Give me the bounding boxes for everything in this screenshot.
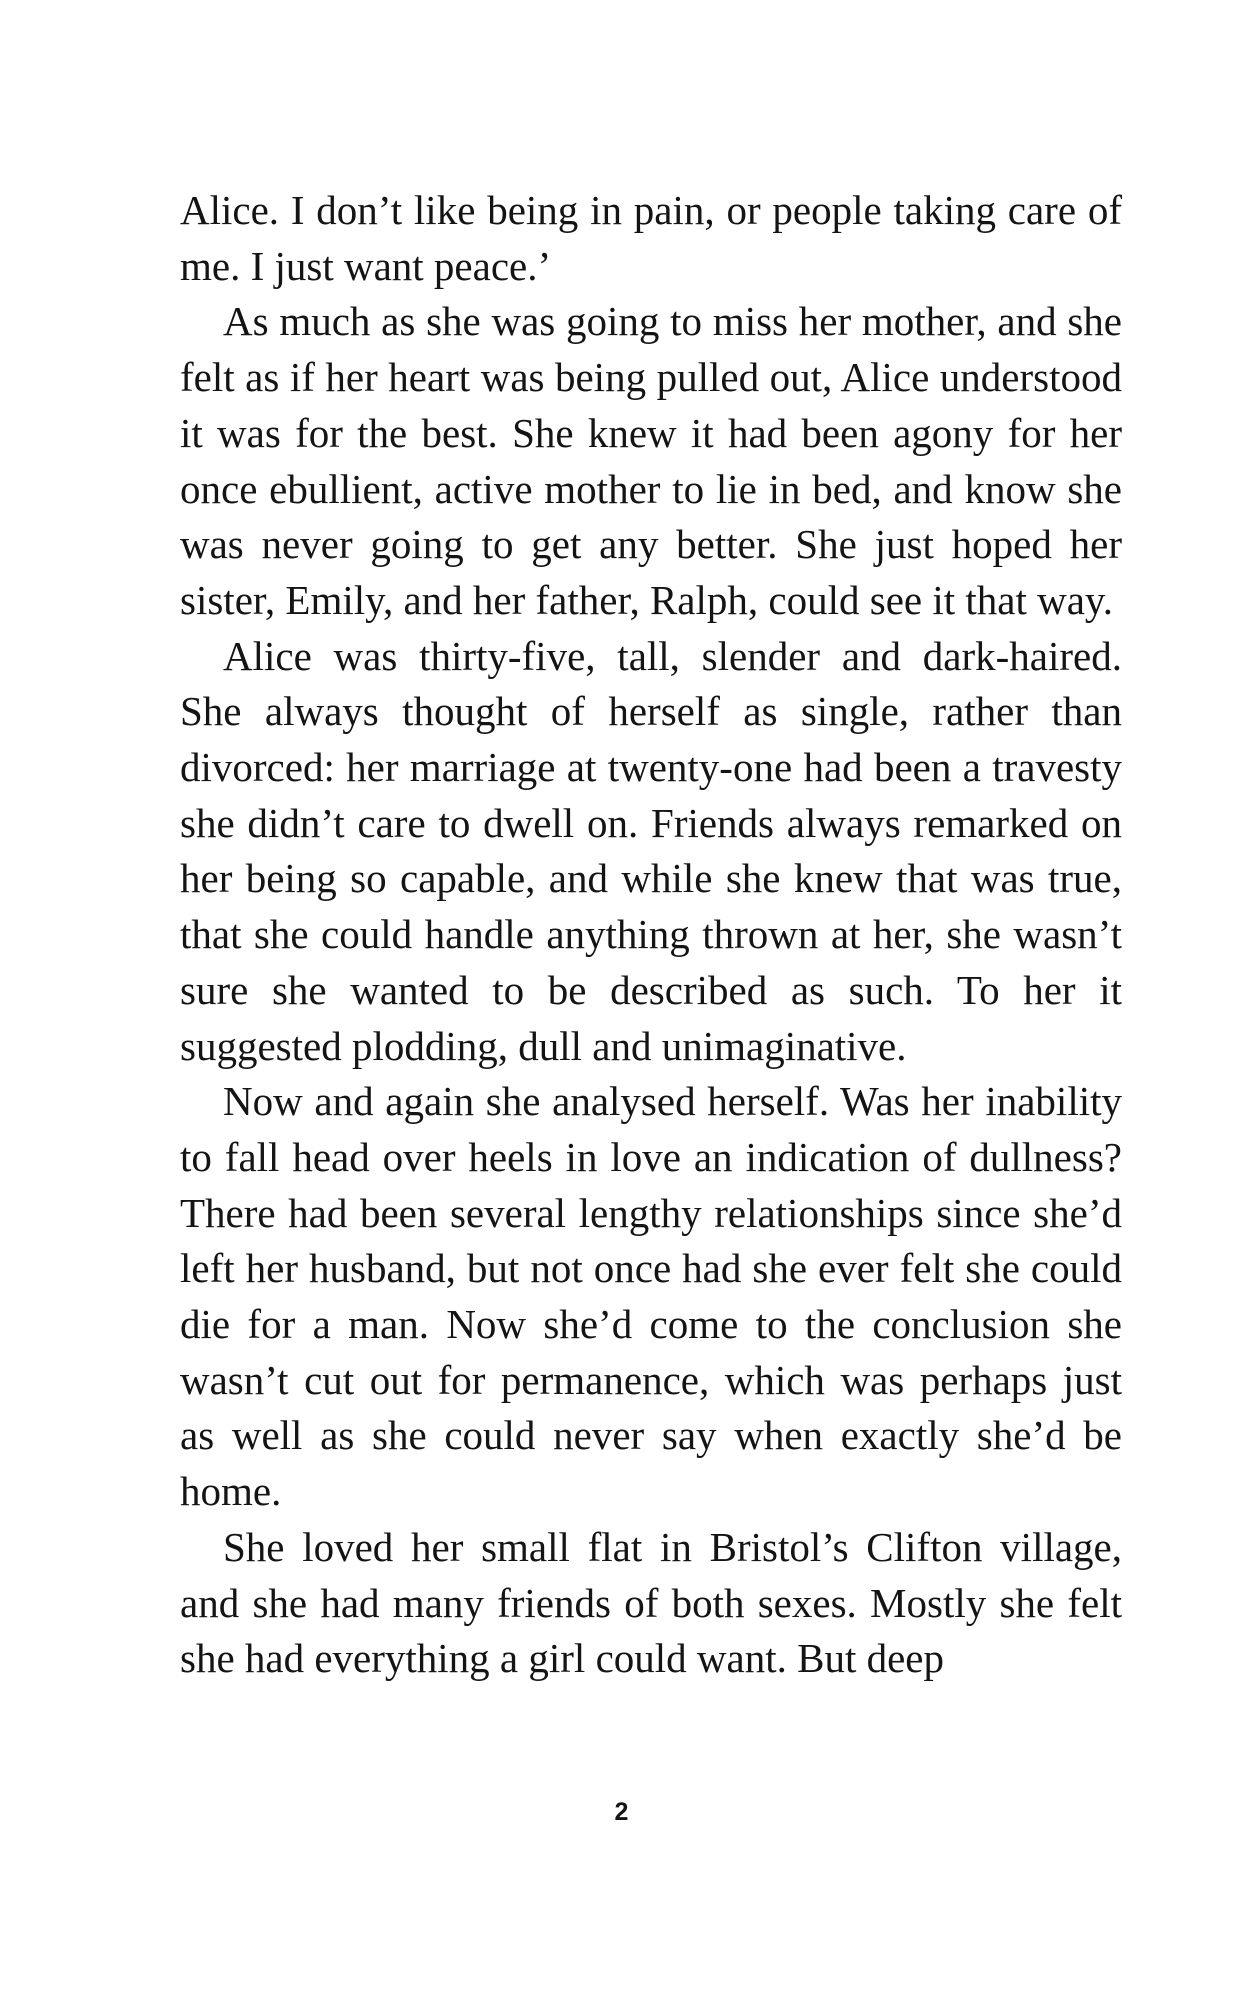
page-number: 2 — [614, 1798, 629, 1826]
body-text — [180, 183, 1122, 1687]
paragraph-continuation: Alice. I don’t like being in pain, or people taking care of me. I just want peace.’ — [180, 187, 1122, 289]
paragraph: Alice was thirty-five, tall, slender and dark-haired. She always thought of herself as single, rather than divorced: her marriage at twenty-one had been a travesty she didn’t care to dwell on. Friends always remarked on her being so capable, and while she knew that was true, that she could handle anything thrown at her, she wasn’t sure she wanted to be described as such. To her it suggested plodding, dull and unimaginative. — [180, 632, 1122, 1069]
paragraph: She loved her small flat in Bristol’s Clifton village, and she had many friends of both sexes. Mostly she felt she had everything a girl could want. But deep — [180, 1523, 1122, 1682]
paragraph: As much as she was going to miss her mother, and she felt as if her heart was being pulled out, Alice understood it was for the best. She knew it had been agony for her once ebullient, active mother to lie in bed, and know she was never going to get any better. She just hoped her sister, Emily, and her father, Ralph, could see it that way. — [180, 298, 1122, 623]
paragraph: Now and again she analysed herself. Was her inability to fall head over heels in love an indication of dullness? There had been several lengthy relationships since she’d left her husband, but not once had she ever felt she could die for a man. Now she’d come to the conclusion she wasn’t cut out for permanence, which was perhaps just as well as she could never say when exactly she’d be home. — [180, 1078, 1122, 1515]
